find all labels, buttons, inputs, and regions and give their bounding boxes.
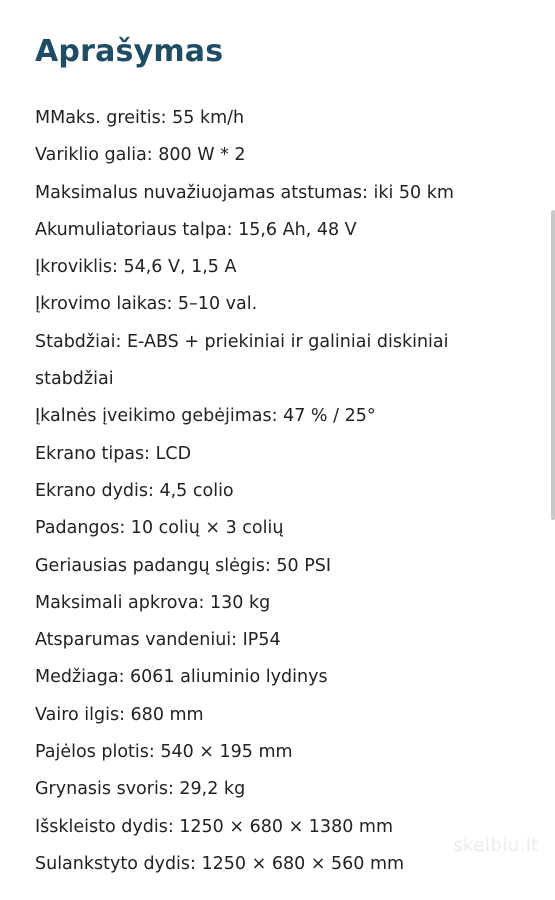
spec-net-weight: Grynasis svoris: 29,2 kg xyxy=(35,779,246,800)
spec-battery-capacity: Akumuliatoriaus talpa: 15,6 Ah, 48 V xyxy=(35,219,357,240)
spec-tire-pressure: Geriausias padangų slėgis: 50 PSI xyxy=(35,555,332,576)
spec-max-speed: MMaks. greitis: 55 km/h xyxy=(35,108,245,128)
spec-handlebar-length: Vairo ilgis: 680 mm xyxy=(35,704,204,725)
spec-motor-power: Variklio galia: 800 W * 2 xyxy=(35,145,246,166)
spec-max-load: Maksimali apkrova: 130 kg xyxy=(35,592,271,613)
spec-display-type: Ekrano tipas: LCD xyxy=(35,443,192,464)
spec-list xyxy=(35,100,530,883)
description-section xyxy=(35,30,530,883)
scrollbar[interactable] xyxy=(551,210,555,520)
spec-charger: Įkroviklis: 54,6 V, 1,5 A xyxy=(35,257,237,278)
section-title: Aprašymas xyxy=(35,34,224,69)
spec-charging-time: Įkrovimo laikas: 5–10 val. xyxy=(35,294,258,315)
spec-tires: Padangos: 10 colių × 3 colių xyxy=(35,518,284,539)
spec-brakes: Stabdžiai: E-ABS + priekiniai ir galiniai diskiniai stabdžiai xyxy=(35,331,449,390)
spec-deck-width: Pajėlos plotis: 540 × 195 mm xyxy=(35,742,293,763)
watermark: skelbiu.lt xyxy=(453,835,539,856)
spec-display-size: Ekrano dydis: 4,5 colio xyxy=(35,480,234,501)
spec-unfolded-size: Išskleisto dydis: 1250 × 680 × 1380 mm xyxy=(35,816,393,837)
spec-climbing-ability: Įkalnės įveikimo gebėjimas: 47 % / 25° xyxy=(35,406,376,427)
spec-max-range: Maksimalus nuvažiuojamas atstumas: iki 50 km xyxy=(35,182,454,203)
spec-folded-size: Sulankstyto dydis: 1250 × 680 × 560 mm xyxy=(35,853,405,874)
spec-water-resistance: Atsparumas vandeniui: IP54 xyxy=(35,630,281,651)
spec-material: Medžiaga: 6061 aliuminio lydinys xyxy=(35,667,328,688)
